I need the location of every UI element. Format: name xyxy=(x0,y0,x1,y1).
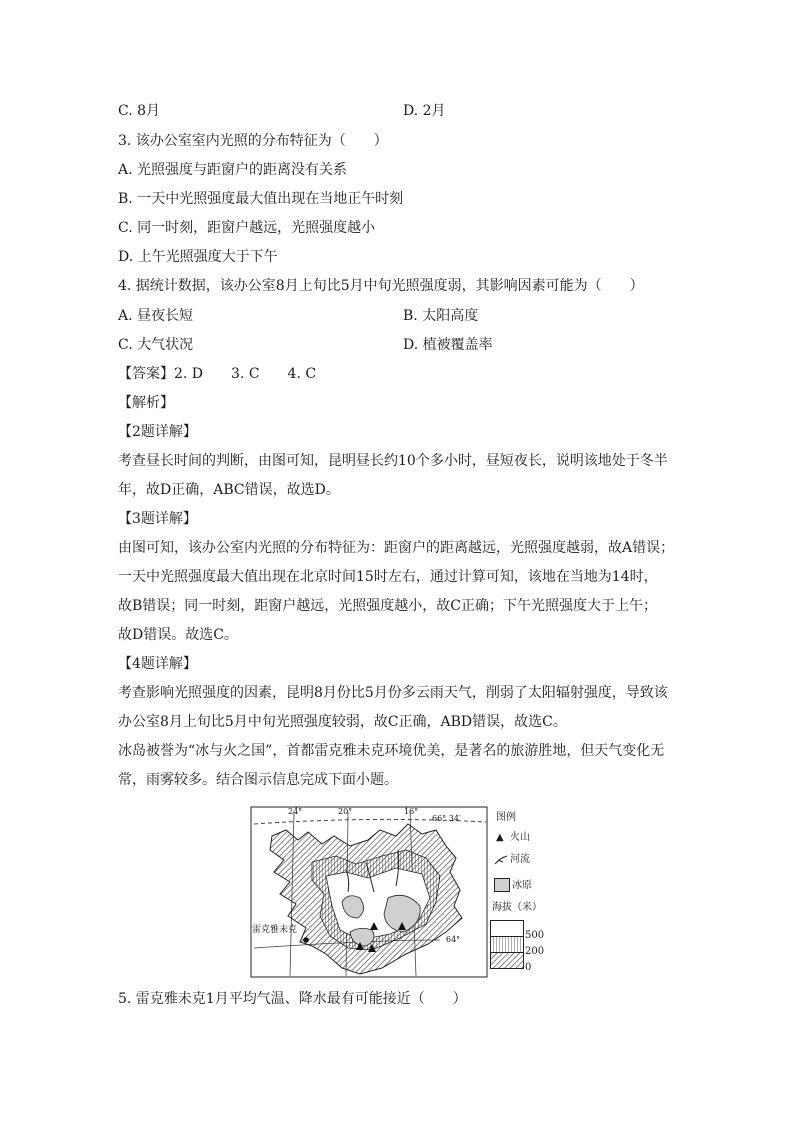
q3-detail-text: 由图可知，该办公室内光照的分布特征为：距窗户的距离越远，光照强度越弱，故A错误； xyxy=(118,540,675,556)
lon-label-16: 16° xyxy=(404,807,419,816)
legend-title: 图例 xyxy=(496,812,516,823)
q3-detail-text: 故D错误。故选C。 xyxy=(118,627,238,643)
map-legend xyxy=(488,806,558,978)
option-b: B. 一天中光照强度最大值出现在当地正午时刻 xyxy=(118,191,404,207)
option-d: D. 植被覆盖率 xyxy=(403,337,493,353)
glacier-swatch xyxy=(494,878,510,892)
answer-line: 【答案】2. D 3. C 4. C xyxy=(118,366,317,382)
option-c: C. 同一时刻，距窗户越远，光照强度越小 xyxy=(118,220,376,236)
analysis-heading: 【解析】 xyxy=(118,395,174,411)
elevation-200: 200 xyxy=(525,946,545,957)
q2-detail-heading: 【2题详解】 xyxy=(118,424,197,440)
option-d: D. 上午光照强度大于下午 xyxy=(118,249,278,265)
q3-detail-text: 故B错误；同一时刻，距窗户越远，光照强度越小，故C正确；下午光照强度大于上午； xyxy=(118,598,657,614)
legend-glacier-label: 冰原 xyxy=(512,880,532,891)
lat-label-64: 64° xyxy=(446,935,461,944)
option-c: C. 8月 xyxy=(118,103,161,119)
q4-detail-text: 考查影响光照强度的因素，昆明8月份比5月份多云雨天气，削弱了太阳辐射强度，导致该 xyxy=(118,685,668,701)
capital-marker xyxy=(303,937,309,943)
q4-detail-text: 办公室8月上旬比5月中旬光照强度较弱，故C正确，ABD错误，故选C。 xyxy=(118,714,567,730)
legend-elevation-title: 海拔（米） xyxy=(492,902,542,913)
elevation-0: 0 xyxy=(525,962,532,973)
option-a: A. 昼夜长短 xyxy=(118,308,194,324)
city-label: 雷克雅未克 xyxy=(252,925,298,935)
option-b: B. 太阳高度 xyxy=(403,308,479,324)
q2-detail-text: 考查昼长时间的判断，由图可知，昆明昼长约10个多小时，昼短夜长，说明该地处于冬半 xyxy=(118,453,668,469)
question-4: 4. 据统计数据，该办公室8月上旬比5月中旬光照强度弱，其影响因素可能为（ ） xyxy=(118,278,644,294)
legend-river-label: 河流 xyxy=(510,854,530,865)
question-5: 5. 雷克雅未克1月平均气温、降水最有可能接近（ ） xyxy=(118,991,467,1007)
q3-detail-text: 一天中光照强度最大值出现在北京时间15时左右，通过计算可知，该地在当地为14时， xyxy=(118,569,658,585)
q3-detail-heading: 【3题详解】 xyxy=(118,511,197,527)
river-icon xyxy=(494,854,508,866)
option-d: D. 2月 xyxy=(403,103,446,119)
lon-label-20: 20° xyxy=(338,807,353,816)
intro-text: 冰岛被誉为“冰与火之国”，首都雷克雅未克环境优美，是著名的旅游胜地，但天气变化无 xyxy=(118,743,665,759)
volcano-icon: ▲ xyxy=(496,832,504,843)
option-a: A. 光照强度与距窗户的距离没有关系 xyxy=(118,162,348,178)
elevation-500: 500 xyxy=(525,930,545,941)
q4-detail-heading: 【4题详解】 xyxy=(118,656,197,672)
q2-detail-text: 年，故D正确，ABC错误，故选D。 xyxy=(118,482,340,498)
legend-volcano-label: 火山 xyxy=(510,832,530,843)
intro-text: 常，雨雾较多。结合图示信息完成下面小题。 xyxy=(118,772,398,788)
option-c: C. 大气状况 xyxy=(118,337,194,353)
question-3: 3. 该办公室室内光照的分布特征为（ ） xyxy=(118,133,388,149)
elevation-scale xyxy=(490,920,524,970)
lat-label-top: 66° 34′ xyxy=(432,814,461,823)
lon-label-24: 24° xyxy=(288,807,303,816)
